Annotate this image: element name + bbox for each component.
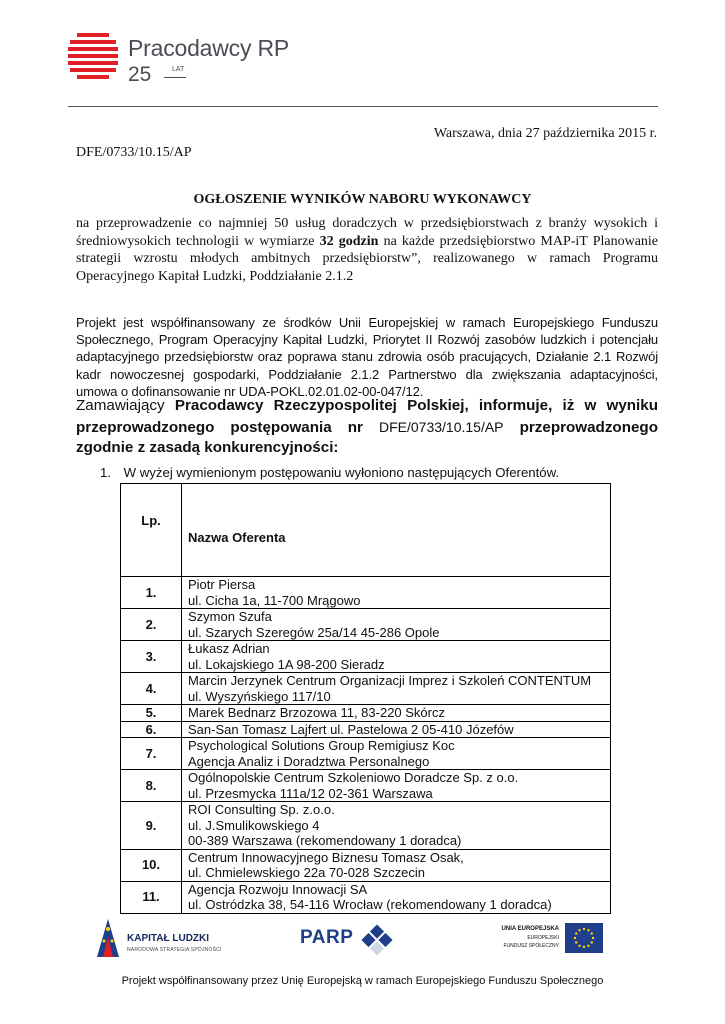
col-header-name: Nazwa Oferenta (182, 484, 611, 577)
offeror-line: ul. Lokajskiego 1A 98-200 Sieradz (188, 656, 385, 672)
row-number: 9. (121, 802, 182, 850)
offeror-line: Marcin Jerzynek Centrum Organizacji Imprez i Szkoleń CONTENTUM (188, 673, 592, 688)
reference-number: DFE/0733/10.15/AP (76, 145, 192, 160)
offeror-line: Agencja Analiz i Doradztwa Personalnego (188, 753, 430, 769)
offeror-line: ul. Cicha 1a, 11-700 Mrągowo (188, 592, 361, 608)
offeror-line: ul. Chmielewskiego 22a 70-028 Szczecin (188, 865, 426, 880)
row-number: 5. (121, 705, 182, 722)
row-offeror (182, 721, 611, 738)
table-row (121, 673, 611, 705)
row-number: 10. (121, 849, 182, 881)
row-offeror (182, 577, 611, 609)
offeror-line: Marek Bednarz Brzozowa 11, 83-220 Skórcz (188, 705, 445, 720)
footer-cofinancing-text: Projekt współfinansowany przez Unię Europejską w ramach Europejskiego Funduszu Społecznego (121, 975, 604, 987)
offeror-line: ul. Wyszyńskiego 117/10 (188, 688, 331, 704)
offerors-table (120, 483, 611, 914)
offeror-line: Ogólnopolskie Centrum Szkoleniowo Doradcze Sp. z o.o. (188, 770, 519, 785)
row-number: 3. (121, 641, 182, 673)
org-years: 25 (128, 63, 152, 86)
intro-text-2: na każde przedsiębiorstwo MAP-iT Planowanie strategii wzrostu młodych ambitnych przedsiębiorstw”, realizowanego w ramach Programu Operacyjnego Kapitał Ludzki, Poddziałanie 2.1.2 (76, 233, 659, 284)
row-number: 2. (121, 609, 182, 641)
announce-text-c: przeprowadzonego zgodnie z zasadą konkurencyjności: (76, 418, 658, 456)
row-offeror (182, 609, 611, 641)
table-row (121, 802, 611, 850)
list-item-number: 1. (100, 465, 111, 480)
logo-stripes-icon (68, 33, 118, 83)
offeror-line: ul. Ostródzka 38, 54-116 Wrocław (rekomendowany 1 doradca) (188, 897, 552, 912)
cofinancing-paragraph: Projekt jest współfinansowany ze środków Unii Europejskiej w ramach Europejskiego Funduszu Społecznego, Program Operacyjny Kapitał Ludzki, Priorytet II Rozwój zasobów ludzkich i potencjału adaptacyjnego przedsiębiorstw oraz poprawa stanu zdrowia osób pracujących, Działanie 2.1 Rozwój kadr nowoczesnej gospodarki, Poddziałanie 2.1.2 Partnerstwo dla zwiększania adaptacyjności, umowa o dofinansowanie nr UDA-POKL.02.01.02-00-047/12. (76, 315, 658, 399)
table-row (121, 881, 611, 913)
row-number: 8. (121, 770, 182, 802)
announce-text-a: Zamawiający (76, 397, 165, 414)
footer-logos (0, 915, 725, 965)
row-number: 6. (121, 721, 182, 738)
table-row (121, 609, 611, 641)
kl-subtitle: NARODOWA STRATEGIA SPÓJNOŚCI (127, 947, 222, 953)
table-row (121, 770, 611, 802)
parp-diamond-icon (360, 923, 394, 957)
row-number: 11. (121, 881, 182, 913)
eu-line-1: UNIA EUROPEJSKA (501, 926, 559, 932)
table-row (121, 738, 611, 770)
header-divider (68, 106, 658, 107)
pracodawcy-rp-logo (68, 33, 308, 89)
offeror-line: Centrum Innowacyjnego Biznesu Tomasz Osak, (188, 849, 464, 865)
row-number: 7. (121, 738, 182, 770)
announce-code: DFE/0733/10.15/AP (379, 418, 504, 435)
row-offeror (182, 641, 611, 673)
row-offeror (182, 705, 611, 722)
eu-star (591, 932, 593, 934)
list-item-text: W wyżej wymienionym postępowaniu wyłoniono następujących Oferentów. (123, 465, 560, 480)
row-offeror (182, 770, 611, 802)
offeror-line: Szymon Szufa (188, 609, 272, 624)
org-name: Pracodawcy RP (128, 35, 290, 61)
announcement-paragraph (76, 396, 658, 459)
table-row (121, 849, 611, 881)
offeror-line: Piotr Piersa (188, 577, 256, 592)
document-title: OGŁOSZENIE WYNIKÓW NABORU WYKONAWCY (193, 192, 532, 207)
row-number: 1. (121, 577, 182, 609)
table-row (121, 641, 611, 673)
eu-star (575, 932, 577, 934)
eu-line-3: FUNDUSZ SPOŁECZNY (503, 943, 559, 949)
kl-name: KAPITAŁ LUDZKI (127, 933, 210, 944)
offeror-line: 00-389 Warszawa (rekomendowany 1 doradca) (188, 833, 462, 848)
org-years-unit: LAT (172, 66, 185, 73)
eu-star (574, 937, 576, 939)
list-item-1 (100, 465, 559, 480)
intro-paragraph (76, 215, 658, 285)
offeror-line: San-San Tomasz Lajfert ul. Pastelowa 2 05-410 Józefów (188, 721, 514, 737)
table-body (121, 577, 611, 914)
table-row (121, 721, 611, 738)
date-line: Warszawa, dnia 27 października 2015 r. (433, 126, 657, 141)
logo-underline (164, 77, 186, 78)
row-number: 4. (121, 673, 182, 705)
intro-hours: 32 godzin (319, 233, 379, 249)
eu-star (587, 929, 589, 931)
table-row (121, 705, 611, 722)
eu-star (583, 928, 585, 930)
eu-star (578, 929, 580, 931)
row-offeror (182, 802, 611, 850)
offeror-line: Psychological Solutions Group Remigiusz Koc (188, 738, 455, 753)
eu-star (587, 945, 589, 947)
row-offeror (182, 673, 611, 705)
eu-star (583, 946, 585, 948)
row-offeror (182, 738, 611, 770)
table-header-row (121, 484, 611, 577)
eu-star (592, 937, 594, 939)
offeror-line: ul. Przesmycka 111a/12 02-361 Warszawa (188, 785, 433, 801)
intro-text-1: na przeprowadzenie co najmniej 50 usług doradczych w przedsiębiorstwach z branży wysokich i średniowysokich technologii w wymiarze (76, 216, 658, 249)
parp-name: PARP (300, 927, 354, 948)
eu-star (575, 941, 577, 943)
kapital-ludzki-icon (95, 917, 121, 959)
row-offeror (182, 881, 611, 913)
offeror-line: ul. J.Smulikowskiego 4 (188, 817, 320, 833)
row-offeror (182, 849, 611, 881)
offeror-line: ROI Consulting Sp. z.o.o. (188, 802, 335, 817)
offeror-line: Agencja Rozwoju Innowacji SA (188, 881, 368, 897)
table-row (121, 577, 611, 609)
announce-text-b: Pracodawcy Rzeczypospolitej Polskiej, informuje, iż w wyniku przeprowadzonego postępowania nr (76, 397, 658, 436)
col-header-lp: Lp. (121, 484, 182, 577)
eu-line-2: EUROPEJSKI (527, 935, 559, 941)
eu-star (591, 941, 593, 943)
eu-star (578, 945, 580, 947)
eu-flag-icon (565, 923, 603, 953)
offeror-line: ul. Szarych Szeregów 25a/14 45-286 Opole (188, 624, 440, 640)
offeror-line: Łukasz Adrian (188, 641, 270, 656)
